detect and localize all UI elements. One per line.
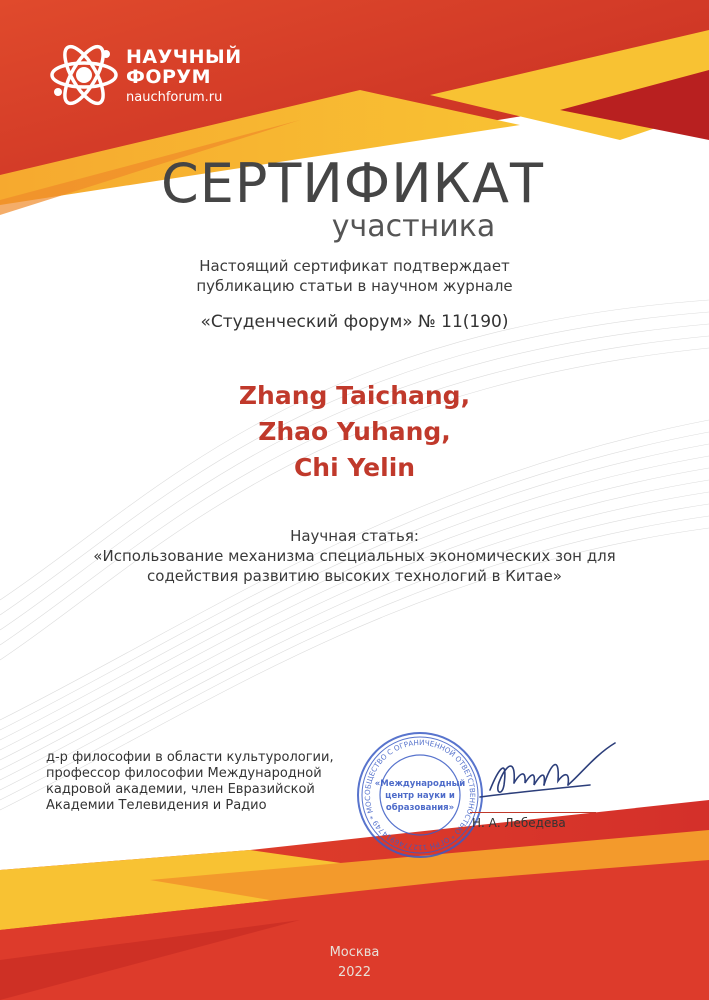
handwritten-signature (470, 735, 620, 820)
signatory-credentials (46, 750, 366, 814)
journal-name: «Студенческий форум» № 11(190) (200, 312, 509, 332)
brand-logo (46, 40, 122, 110)
author-2: Zhao Yuhang, (258, 417, 451, 446)
stamp-center-line-2: центр науки и (385, 791, 455, 801)
signatory-name: Н. А. Лебедева (472, 816, 566, 830)
author-1: Zhang Taichang, (238, 381, 471, 410)
credentials-line-1: д-р философии в области культурологии, (46, 750, 334, 765)
article-label: Научная статья: (290, 527, 419, 545)
subtitle-text: участника (331, 209, 496, 244)
intro-line-1: Настоящий сертификат подтверждает (199, 257, 510, 275)
author-3: Chi Yelin (293, 453, 416, 482)
credentials-line-2: профессор философии Международной (46, 766, 322, 781)
article-title-line-1: «Использование механизма специальных экономических зон для (93, 547, 616, 565)
credentials-line-4: Академии Телевидения и Радио (46, 798, 267, 813)
footer-year: 2022 (337, 965, 372, 980)
article-title-line-2: содействия развитию высоких технологий в Китае» (147, 567, 562, 585)
stamp-center-line-3: образования» (385, 803, 455, 813)
brand-name-line2: ФОРУМ (126, 66, 211, 88)
official-stamp (355, 730, 485, 860)
brand-url: nauchforum.ru (126, 90, 223, 105)
brand-name-line1: НАУЧНЫЙ (126, 46, 242, 68)
credentials-line-3: кадровой академии, член Евразийской (46, 782, 315, 797)
brand-name (126, 47, 242, 87)
certificate-title: СЕРТИФИКАТ (161, 152, 544, 215)
stamp-center-line-1: «Международный (374, 779, 466, 789)
footer-city: Москва (329, 945, 380, 960)
stamp-ring-text: ОБЩЕСТВО С ОГРАНИЧЕННОЙ ОТВЕТСТВЕННОСТЬЮ * ОГРН 1127746914749 * МОС (362, 737, 478, 853)
signature-line (470, 812, 596, 813)
stamp-seal (355, 730, 485, 860)
certificate-subtitle (0, 209, 709, 244)
intro-line-2: публикацию статьи в научном журнале (196, 277, 513, 295)
atom-icon (46, 40, 122, 110)
